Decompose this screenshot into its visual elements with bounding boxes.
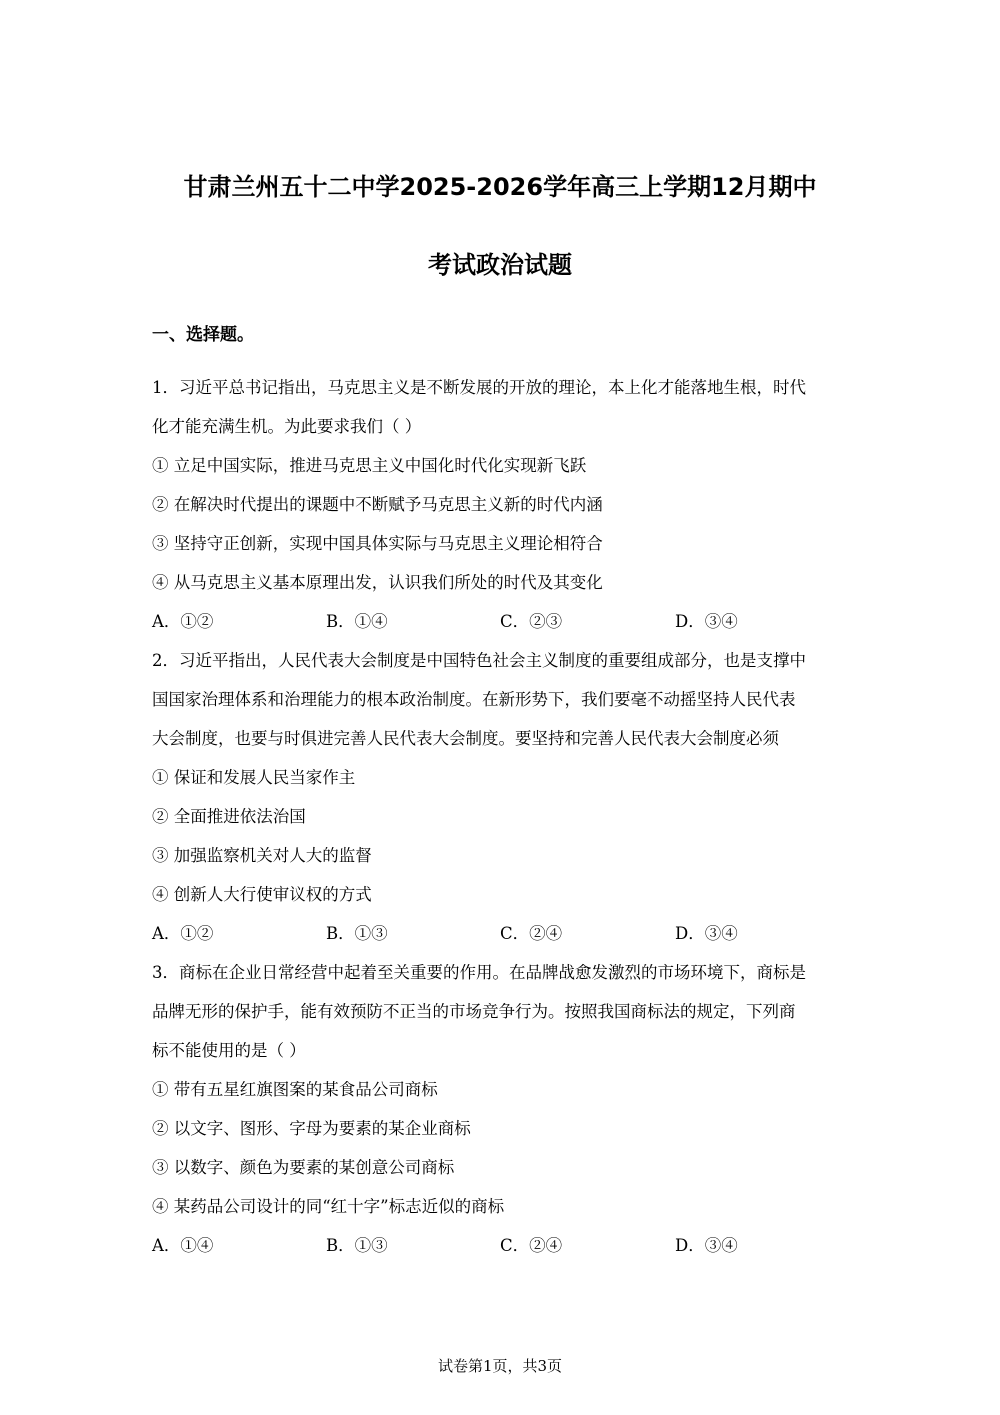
question-3-option-a[interactable]: A．①④ bbox=[152, 1236, 214, 1255]
section-heading: 一、选择题。 bbox=[152, 325, 254, 345]
question-3-stem-line-1: 3．商标在企业日常经营中起着至关重要的作用。在品牌战愈发激烈的市场环境下，商标是 bbox=[152, 963, 806, 982]
question-1-item-1: ① 立足中国实际，推进马克思主义中国化时代化实现新飞跃 bbox=[152, 456, 587, 475]
question-3-stem-line-2: 品牌无形的保护手，能有效预防不正当的市场竞争行为。按照我国商标法的规定，下列商 bbox=[152, 1002, 796, 1021]
question-3-item-3: ③ 以数字、颜色为要素的某创意公司商标 bbox=[152, 1158, 455, 1177]
question-2-options bbox=[152, 921, 852, 947]
question-2-option-c[interactable]: C．②④ bbox=[500, 924, 563, 943]
question-2-item-1: ① 保证和发展人民当家作主 bbox=[152, 768, 356, 787]
question-1-option-d[interactable]: D．③④ bbox=[675, 612, 738, 631]
page-title-line-2: 考试政治试题 bbox=[428, 251, 572, 279]
page-title-line-1: 甘肃兰州五十二中学2025-2026学年高三上学期12月期中 bbox=[183, 173, 817, 201]
question-1-option-b[interactable]: B．①④ bbox=[326, 612, 388, 631]
question-3-stem-line-3: 标不能使用的是（ ） bbox=[152, 1041, 306, 1060]
page-footer: 试卷第1页，共3页 bbox=[437, 1357, 563, 1375]
question-3-item-1: ① 带有五星红旗图案的某食品公司商标 bbox=[152, 1080, 438, 1099]
question-2-option-b[interactable]: B．①③ bbox=[326, 924, 388, 943]
question-3-option-d[interactable]: D．③④ bbox=[675, 1236, 738, 1255]
question-1-item-2: ② 在解决时代提出的课题中不断赋予马克思主义新的时代内涵 bbox=[152, 495, 603, 514]
question-1-stem-line-2: 化才能充满生机。为此要求我们（ ） bbox=[152, 417, 422, 436]
question-3-options bbox=[152, 1233, 852, 1259]
question-1-item-4: ④ 从马克思主义基本原理出发，认识我们所处的时代及其变化 bbox=[152, 573, 603, 592]
question-2-item-4: ④ 创新人大行使审议权的方式 bbox=[152, 885, 372, 904]
question-3-item-4: ④ 某药品公司设计的同“红十字”标志近似的商标 bbox=[152, 1197, 505, 1216]
question-1-option-c[interactable]: C．②③ bbox=[500, 612, 563, 631]
question-2-stem-line-3: 大会制度，也要与时俱进完善人民代表大会制度。要坚持和完善人民代表大会制度必须 bbox=[152, 729, 779, 748]
question-3-item-2: ② 以文字、图形、字母为要素的某企业商标 bbox=[152, 1119, 471, 1138]
question-2-item-3: ③ 加强监察机关对人大的监督 bbox=[152, 846, 372, 865]
question-1-stem-line-1: 1．习近平总书记指出，马克思主义是不断发展的开放的理论，本上化才能落地生根，时代 bbox=[152, 378, 806, 397]
question-1-options bbox=[152, 609, 852, 635]
question-2-option-d[interactable]: D．③④ bbox=[675, 924, 738, 943]
question-1-item-3: ③ 坚持守正创新，实现中国具体实际与马克思主义理论相符合 bbox=[152, 534, 603, 553]
question-2-stem-line-2: 国国家治理体系和治理能力的根本政治制度。在新形势下，我们要毫不动摇坚持人民代表 bbox=[152, 690, 796, 709]
question-1-option-a[interactable]: A．①② bbox=[152, 612, 214, 631]
question-2-option-a[interactable]: A．①② bbox=[152, 924, 214, 943]
question-2-item-2: ② 全面推进依法治国 bbox=[152, 807, 306, 826]
question-3-option-c[interactable]: C．②④ bbox=[500, 1236, 563, 1255]
question-2-stem-line-1: 2．习近平指出，人民代表大会制度是中国特色社会主义制度的重要组成部分，也是支撑中 bbox=[152, 651, 806, 670]
question-3-option-b[interactable]: B．①③ bbox=[326, 1236, 388, 1255]
